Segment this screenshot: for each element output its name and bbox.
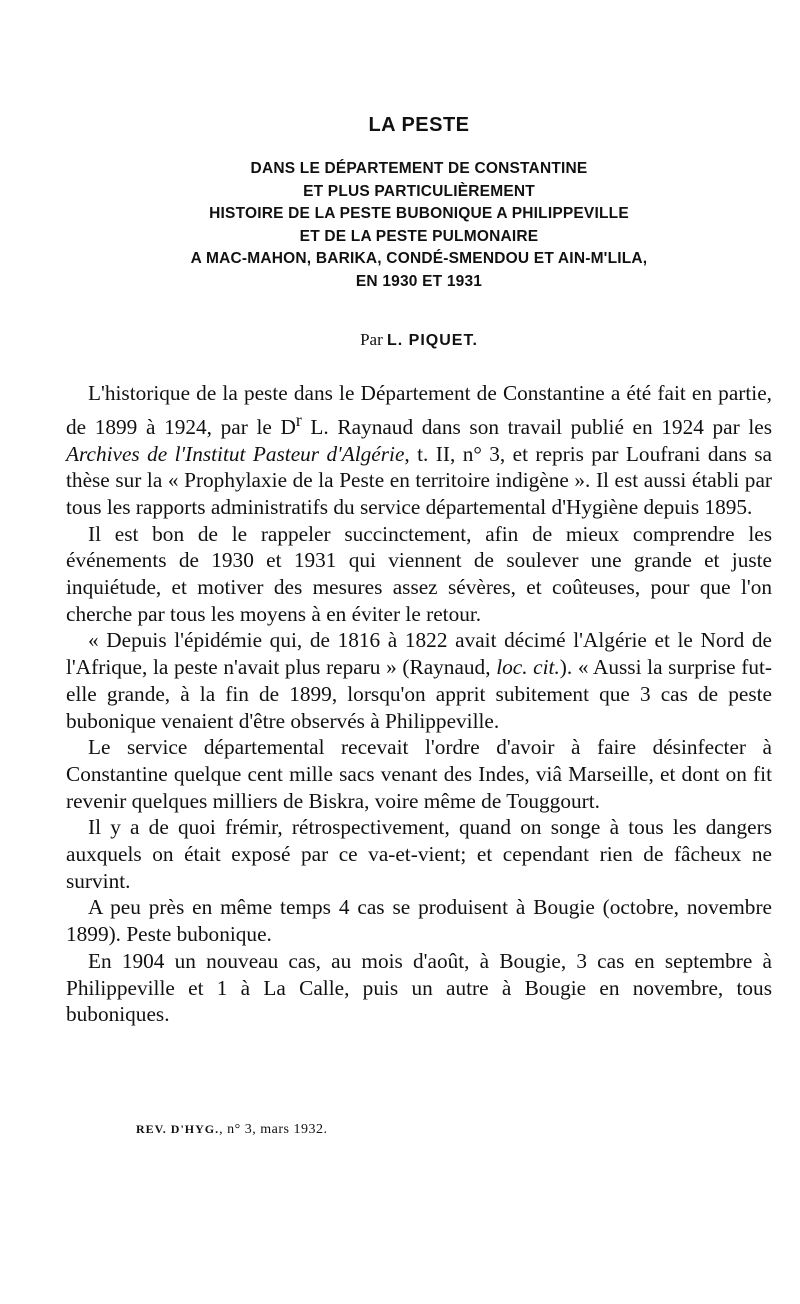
paragraph: A peu près en même temps 4 cas se produisent à Bougie (octobre, novembre 1899). Peste bubonique.	[66, 895, 772, 947]
article-subtitle	[66, 158, 772, 294]
journal-title: Archives de l'Institut Pasteur d'Algérie	[66, 441, 405, 466]
paragraph: Il est bon de le rappeler succinctement, afin de mieux comprendre les événements de 1930 et 1931 qui viennent de soulever une grande et juste inquiétude, et motiver des mesures assez sévères, et coûteuses, pour que l'on cherche par tous les moyens à en éviter le retour.	[66, 521, 772, 626]
subtitle-line: EN 1930 ET 1931	[355, 272, 483, 290]
article-title: LA PESTE	[368, 114, 470, 136]
citation-italic: loc. cit.	[496, 655, 560, 680]
paragraph: En 1904 un nouveau cas, au mois d'août, à Bougie, 3 cas en septembre à Philippeville et 1 à La Calle, puis un autre à Bougie en novembre, tous buboniques.	[66, 948, 772, 1027]
paragraph	[66, 380, 772, 521]
page-footer	[136, 1122, 327, 1138]
article-body	[66, 380, 772, 1028]
paragraph-text: L. Raynaud dans son travail publié en 1924 par les	[301, 414, 773, 439]
paragraph-text: ). « Aussi la surprise fut-elle grande, à la fin de 1899, lorsqu'on apprit subitement que 3 cas de peste bubonique venaient d'être observés à Philippeville.	[66, 655, 773, 733]
subtitle-line: DANS LE DÉPARTEMENT DE CONSTANTINE	[250, 160, 588, 177]
subtitle-line: ET PLUS PARTICULIÈREMENT	[303, 182, 535, 200]
author-prefix: Par	[360, 330, 383, 349]
author-line	[66, 330, 772, 350]
issue-info: , n° 3, mars 1932.	[219, 1122, 328, 1137]
subtitle-line: A MAC-MAHON, BARIKA, CONDÉ-SMENDOU ET AIN-M'LILA,	[190, 250, 648, 268]
journal-abbrev: REV. D'HYG.	[136, 1122, 220, 1136]
paragraph-text: « Depuis l'épidémie qui, de 1816 à 1822 avait décimé l'Algérie et le Nord de l'Afrique, la peste n'avait plus reparu » (Raynaud,	[66, 628, 772, 680]
paragraph: Il y a de quoi frémir, rétrospectivement, quand on songe à tous les dangers auxquels on était exposé par ce va-et-vient; et cependant rien de fâcheux ne survint.	[66, 815, 772, 893]
superscript: r	[295, 409, 302, 430]
paragraph-text: L'historique de la peste dans le Département de Constantine a été fait en partie, de 1899 à 1924, par le D	[66, 381, 772, 439]
subtitle-line: ET DE LA PESTE PULMONAIRE	[299, 227, 539, 245]
paragraph: Le service départemental recevait l'ordre d'avoir à faire désinfecter à Constantine quelque cent mille sacs venant des Indes, viâ Marseille, et dont on fit revenir quelques milliers de Biskra, voire même de Touggourt.	[66, 735, 772, 813]
subtitle-line: HISTOIRE DE LA PESTE BUBONIQUE A PHILIPPEVILLE	[209, 205, 629, 223]
paragraph	[66, 627, 772, 734]
paragraph-text: , t. II, n° 3, et repris par Loufrani dans sa thèse sur la « Prophylaxie de la Peste en territoire indigène ». Il est aussi établi par tous les rapports administratifs du service départemental d'Hygiène depuis 1895.	[66, 441, 773, 519]
author-name: L. PIQUET.	[387, 332, 478, 349]
